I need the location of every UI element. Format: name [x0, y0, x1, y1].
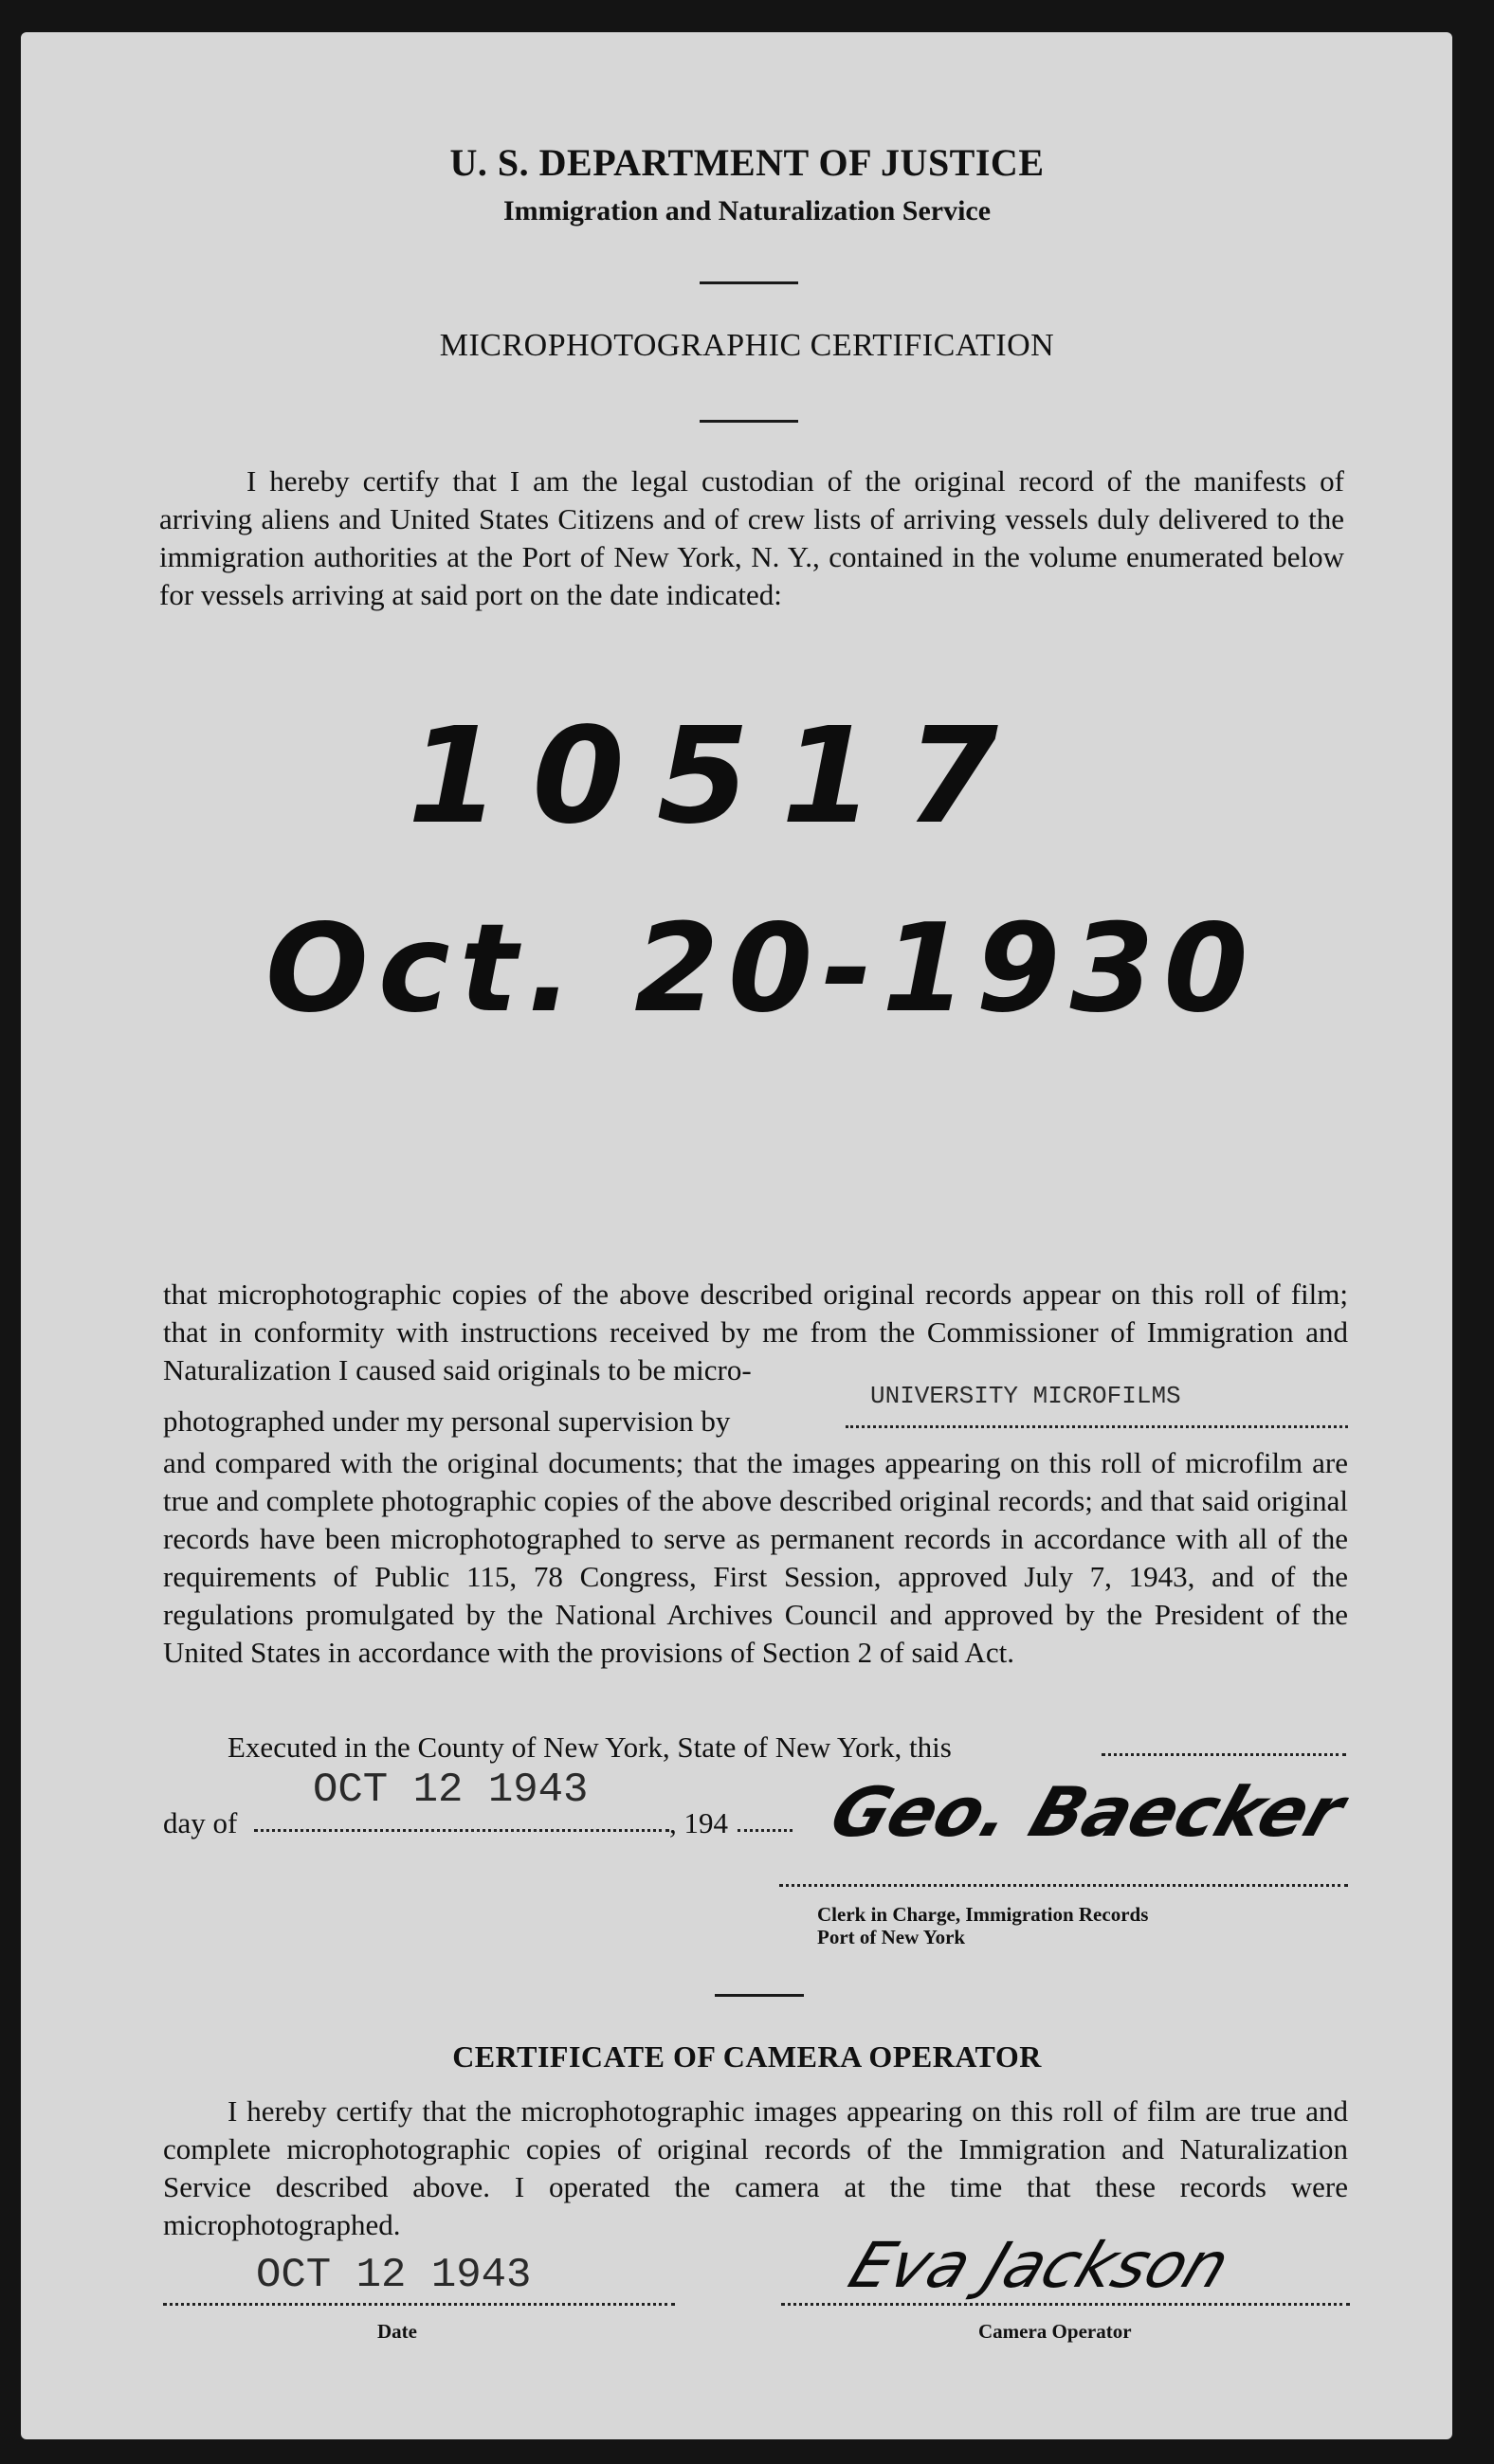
divider — [715, 1994, 804, 1997]
camera-operator-label: Camera Operator — [978, 2320, 1132, 2343]
certificate-sheet — [21, 32, 1452, 2439]
supervisor-stamp: UNIVERSITY MICROFILMS — [870, 1382, 1181, 1410]
day-of-dotted-line — [254, 1829, 669, 1832]
body-paragraph-part2: and compared with the original documents; that the images appearing on this roll of microfilm are true and complete photographic copies of the above described original records; and that said original records have been microphotographed to serve as permanent records in accordance with all of the requirements of Public 115, 78 Congress, First Session, approved July 7, 1943, and of the regulations promulgated by the National Archives Council and approved by the President of the United States in accordance with the provisions of Section 2 of said Act. — [163, 1446, 1348, 1669]
supervision-label: photographed under my personal supervision by — [163, 1404, 731, 1438]
camera-operator-signature: Eva Jackson — [839, 2229, 1240, 2302]
camera-operator-heading: CERTIFICATE OF CAMERA OPERATOR — [452, 2039, 1042, 2074]
supervisor-dotted-line — [846, 1425, 1348, 1428]
department-heading: U. S. DEPARTMENT OF JUSTICE — [449, 141, 1045, 184]
execution-day-dotted-line — [1102, 1753, 1346, 1756]
year-dotted-line — [738, 1829, 793, 1832]
body-paragraph-part1: that microphotographic copies of the above described original records appear on this roll of film; that in conformity with instructions received by me from the Commissioner of Immigration and Naturalization I caused said originals to be micro- — [163, 1277, 1348, 1386]
clerk-signature-dotted-line — [779, 1884, 1348, 1887]
service-subheading: Immigration and Naturalization Service — [502, 195, 992, 226]
intro-paragraph: I hereby certify that I am the legal custodian of the original record of the manifests of arriving aliens and United States Citizens and of crew lists of arriving vessels duly delivered to the immigration authorities at the Port of New York, N. Y., contained in the volume enumerated below for vessels arriving at said port on the date indicated: — [159, 464, 1344, 611]
operator-signature-dotted-line — [781, 2303, 1350, 2306]
executed-text: Executed in the County of New York, State of New York, this — [228, 1730, 952, 1764]
clerk-signature: Geo. Baecker — [821, 1772, 1355, 1852]
clerk-title-line2: Port of New York — [817, 1926, 966, 1948]
day-of-label: day of — [163, 1806, 238, 1839]
execution-date-stamp: OCT 12 1943 — [313, 1766, 589, 1814]
divider — [700, 281, 798, 284]
handwritten-record-date: Oct. 20-1930 — [265, 898, 1258, 1040]
clerk-title-line1: Clerk in Charge, Immigration Records — [817, 1903, 1149, 1926]
divider — [700, 420, 798, 423]
operator-date-dotted-line — [163, 2303, 675, 2306]
camera-operator-statement: I hereby certify that the microphotographic images appearing on this roll of film are true and complete microphotographic copies of original records of the Immigration and Naturalization Service described above. I operated the camera at the time that these records were microphotographed. — [163, 2094, 1348, 2241]
operator-date-stamp: OCT 12 1943 — [256, 2252, 532, 2299]
handwritten-volume-number: 10517 — [408, 699, 1031, 854]
date-label: Date — [377, 2320, 417, 2343]
year-prefix: , 194 — [669, 1806, 728, 1839]
certification-title: MICROPHOTOGRAPHIC CERTIFICATION — [439, 328, 1055, 363]
